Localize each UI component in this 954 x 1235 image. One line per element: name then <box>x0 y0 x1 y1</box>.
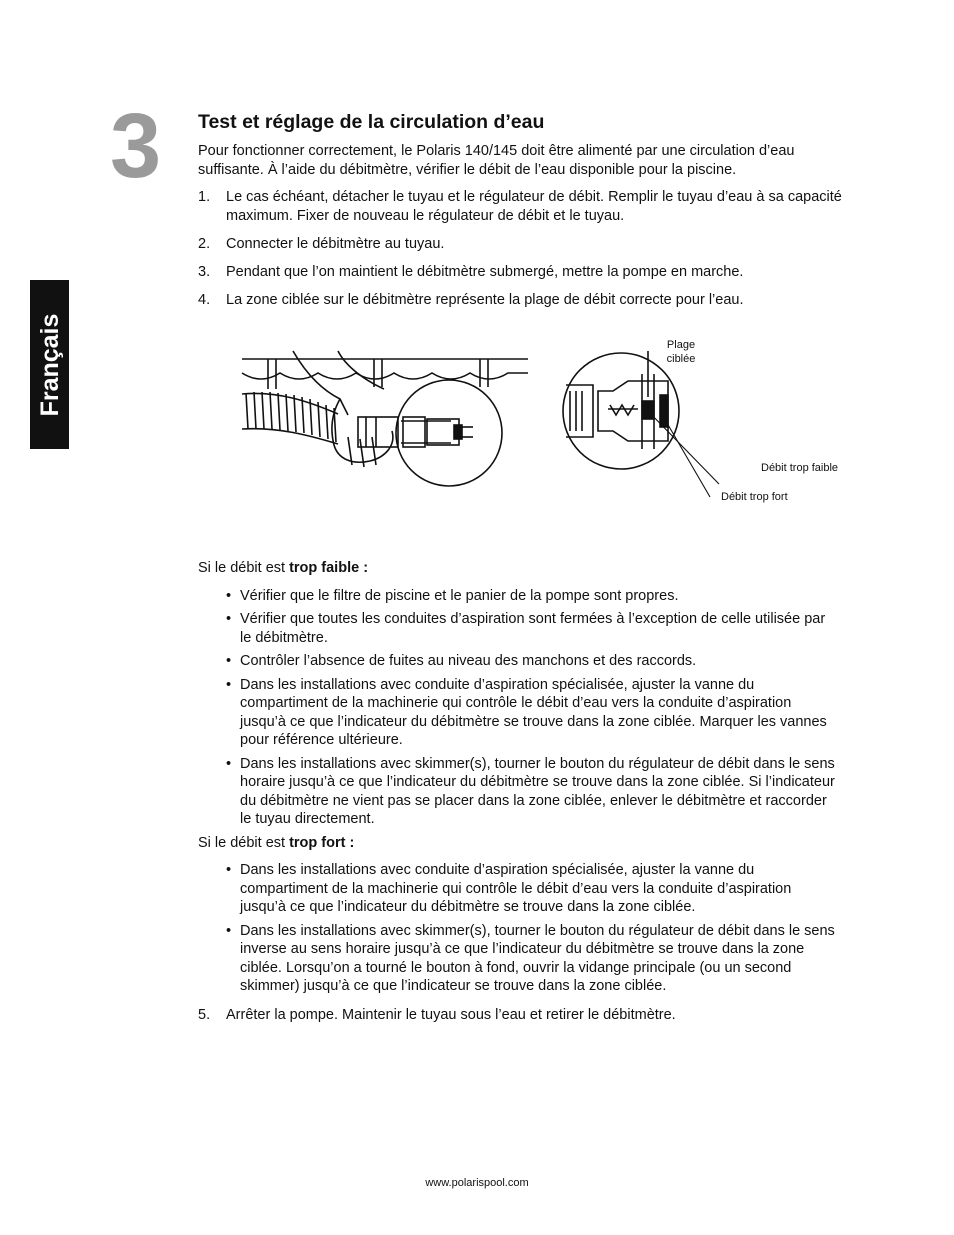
footer-url: www.polarispool.com <box>425 1177 529 1189</box>
low-flow-intro-text: Si le débit est <box>198 560 290 576</box>
step-number-label: 3. <box>198 263 211 280</box>
step-text: Le cas échéant, détacher le tuyau et le régulateur de débit. Remplir le tuyau d’eau à sa capacité maximum. Fixer de nouveau le régulateur de débit et le tuyau. <box>226 189 842 224</box>
bullet-text: Dans les installations avec conduite d’aspiration spécialisée, ajuster la vanne du compartiment de la machinerie qui contrôle le débit d’eau vers la conduite d’aspiration jusqu’à ce que l’indicateur du débitmètre se trouve dans la zone ciblée. Marquer les vannes pour référence ultérieure. <box>240 676 827 748</box>
bullet-icon: • <box>226 587 232 604</box>
main-content <box>198 110 848 1024</box>
low-flow-emphasis: trop faible : <box>289 560 369 576</box>
bullet-text: Dans les installations avec conduite d’aspiration spécialisée, ajuster la vanne du compartiment de la machinerie qui contrôle le débit d’eau vers la conduite d’aspiration jusqu’à ce que l’indicateur du débitmètre se trouve dans la zone ciblée. <box>240 862 792 915</box>
bullet-icon: • <box>226 922 232 939</box>
label-plage-line2: ciblée <box>666 352 696 365</box>
label-debit-trop-faible: Débit trop faible <box>761 462 839 474</box>
bullet-text: Vérifier que le filtre de piscine et le panier de la pompe sont propres. <box>240 587 679 604</box>
step-text: Pendant que l’on maintient le débitmètre submergé, mettre la pompe en marche. <box>226 263 744 280</box>
flow-meter-figure <box>198 329 854 542</box>
step-number-label: 1. <box>198 189 211 205</box>
step-item <box>198 235 848 254</box>
step-item <box>198 291 848 310</box>
bullet-icon: • <box>226 755 232 772</box>
label-plage-line1: Plage <box>666 339 696 351</box>
list-item <box>226 587 840 606</box>
label-plage-ciblee <box>659 339 703 366</box>
list-item <box>226 652 840 671</box>
high-flow-intro <box>198 834 848 853</box>
bullet-icon: • <box>226 653 232 669</box>
high-flow-emphasis: trop fort : <box>289 834 355 851</box>
step-item <box>198 263 848 282</box>
high-flow-bullet-list <box>198 861 848 996</box>
list-item <box>226 610 840 647</box>
step-text: Arrêter la pompe. Maintenir le tuyau sous l’eau et retirer le débitmètre. <box>226 1006 676 1023</box>
step-text: Connecter le débitmètre au tuyau. <box>226 235 445 252</box>
step-list <box>198 188 848 309</box>
high-flow-intro-text: Si le débit est <box>198 834 290 851</box>
language-tab-label: Français <box>35 313 64 416</box>
list-item <box>226 861 840 917</box>
step-number-label: 5. <box>198 1006 211 1023</box>
step-number: 3 <box>110 95 162 197</box>
bullet-text: Contrôler l’absence de fuites au niveau des manchons et des raccords. <box>240 653 697 669</box>
flow-meter-illustration <box>198 329 854 542</box>
bullet-icon: • <box>226 862 232 878</box>
step-item-final <box>198 1006 848 1025</box>
bullet-icon: • <box>226 676 232 693</box>
bullet-text: Dans les installations avec skimmer(s), tourner le bouton du régulateur de débit dans le sens inverse au sens horaire jusqu’à ce que l’indicateur du débitmètre se trouve dans la zone ciblée. Lorsqu’on a tourné le bouton à fond, ouvrir la vidange principale (ou un second skimmer) jusqu’à ce que l’indicateur se trouve dans la zone ciblée. <box>240 922 835 994</box>
step-number-label: 2. <box>198 235 211 252</box>
label-debit-trop-fort: Débit trop fort <box>721 491 788 503</box>
list-item <box>226 922 840 996</box>
step-number-label: 4. <box>198 291 211 308</box>
list-item <box>226 755 840 829</box>
low-flow-intro <box>198 559 848 578</box>
bullet-text: Vérifier que toutes les conduites d’aspiration sont fermées à l’exception de celle utilisée par le débitmètre. <box>240 611 826 646</box>
language-tab <box>30 280 69 449</box>
list-item <box>226 676 840 750</box>
step-item <box>198 188 848 225</box>
bullet-icon: • <box>226 611 232 627</box>
low-flow-bullet-list <box>198 587 848 829</box>
intro-paragraph: Pour fonctionner correctement, le Polaris 140/145 doit être alimenté par une circulation d’eau suffisante. À l’aide du débitmètre, vérifier le débit de l’eau disponible pour la piscine. <box>198 143 795 178</box>
bullet-text: Dans les installations avec skimmer(s), tourner le bouton du régulateur de débit dans le sens horaire jusqu’à ce que l’indicateur du débitmètre se trouve dans la zone ciblée. Si l’indicateur du débitmètre ne vient pas se placer dans la zone ciblée, enlever le débitmètre et raccorder le tuyau directement. <box>240 755 835 827</box>
page-title: Test et réglage de la circulation d’eau <box>198 111 545 133</box>
step-text: La zone ciblée sur le débitmètre représente la plage de débit correcte pour l’eau. <box>226 291 744 308</box>
